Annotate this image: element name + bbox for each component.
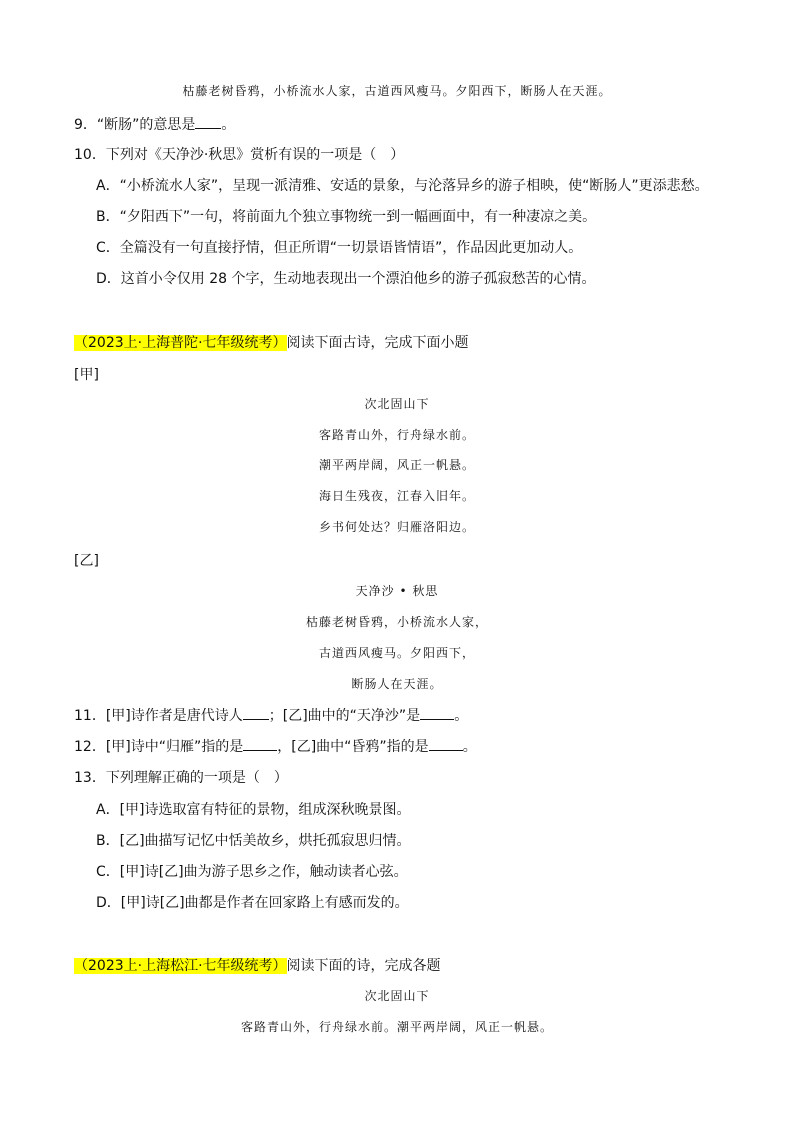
poem-jia-title: 次北固山下 <box>364 397 430 411</box>
section-intro: 阅读下面的诗，完成各题 <box>286 958 441 974</box>
q11-end: 。 <box>454 708 469 724</box>
q12-text: 12．[甲]诗中“归雁”指的是 <box>74 739 244 755</box>
q13-option-b: B．[乙]曲描写记忆中恬美故乡，烘托孤寂思归情。 <box>96 833 411 849</box>
poem-2-line: 客路青山外，行舟绿水前。潮平两岸阔，风正一帆悬。 <box>240 1020 553 1034</box>
source-tag: （2023上·上海普陀·七年级统考） <box>74 335 287 351</box>
poem-jia-line: 客路青山外，行舟绿水前。 <box>318 428 475 442</box>
question-11 <box>74 707 468 725</box>
question-9 <box>74 116 235 134</box>
section-1-header <box>74 334 469 352</box>
q9-end: 。 <box>221 117 236 133</box>
q13-option-c: C．[甲]诗[乙]曲为游子思乡之作，触动读者心弦。 <box>96 864 408 880</box>
label-jia: [甲] <box>74 367 99 383</box>
q12-text: ，[乙]曲中“昏鸦”指的是 <box>277 739 429 755</box>
top-poem-line: 枯藤老树昏鸦，小桥流水人家，古道西风瘦马。夕阳西下，断肠人在天涯。 <box>182 84 612 98</box>
question-13-stem: 13．下列理解正确的一项是（ ） <box>74 770 288 786</box>
answer-blank[interactable] <box>243 738 277 751</box>
q9-text: 9．“断肠”的意思是 <box>74 117 196 133</box>
q13-option-a: A．[甲]诗选取富有特征的景物，组成深秋晚景图。 <box>96 802 411 818</box>
q10-option-c: C．全篇没有一句直接抒情，但正所谓“一切景语皆情语”，作品因此更加动人。 <box>96 240 583 256</box>
q10-option-a: A．“小桥流水人家”，呈现一派清雅、安适的景象，与沦落异乡的游子相映，使“断肠人”更添悲愁。 <box>96 178 709 194</box>
poem-yi-line: 枯藤老树昏鸦，小桥流水人家， <box>305 615 488 629</box>
answer-blank[interactable] <box>195 116 221 129</box>
q11-text: ；[乙]曲中的“天净沙”是 <box>268 708 421 724</box>
poem-jia-line: 海日生残夜，江春入旧年。 <box>318 489 475 503</box>
answer-blank[interactable] <box>429 738 463 751</box>
section-intro: 阅读下面古诗，完成下面小题 <box>286 335 469 351</box>
q13-option-d: D．[甲]诗[乙]曲都是作者在回家路上有感而发的。 <box>96 895 409 911</box>
q10-option-b: B．“夕阳西下”一句，将前面九个独立事物统一到一幅画面中，有一种凄凉之美。 <box>96 209 597 225</box>
q11-text: 11．[甲]诗作者是唐代诗人 <box>74 708 243 724</box>
question-10-stem: 10．下列对《天净沙·秋思》赏析有误的一项是（ ） <box>74 147 405 163</box>
question-12 <box>74 738 477 756</box>
poem-yi-line: 古道西风瘦马。夕阳西下， <box>318 646 475 660</box>
poem-2-title: 次北固山下 <box>364 989 430 1003</box>
q10-option-d: D．这首小令仅用 28 个字，生动地表现出一个漂泊他乡的游子孤寂愁苦的心情。 <box>96 271 596 287</box>
answer-blank[interactable] <box>420 707 454 720</box>
poem-jia-line: 乡书何处达？归雁洛阳边。 <box>318 520 475 534</box>
label-yi: [乙] <box>74 553 99 569</box>
section-2-header <box>74 957 441 975</box>
q12-end: 。 <box>462 739 477 755</box>
poem-jia-line: 潮平两岸阔，风正一帆悬。 <box>318 458 475 472</box>
source-tag: （2023上·上海松江·七年级统考） <box>74 958 287 974</box>
poem-yi-title: 天净沙 • 秋思 <box>355 584 439 598</box>
poem-yi-line: 断肠人在天涯。 <box>351 677 443 691</box>
answer-blank[interactable] <box>243 707 269 720</box>
